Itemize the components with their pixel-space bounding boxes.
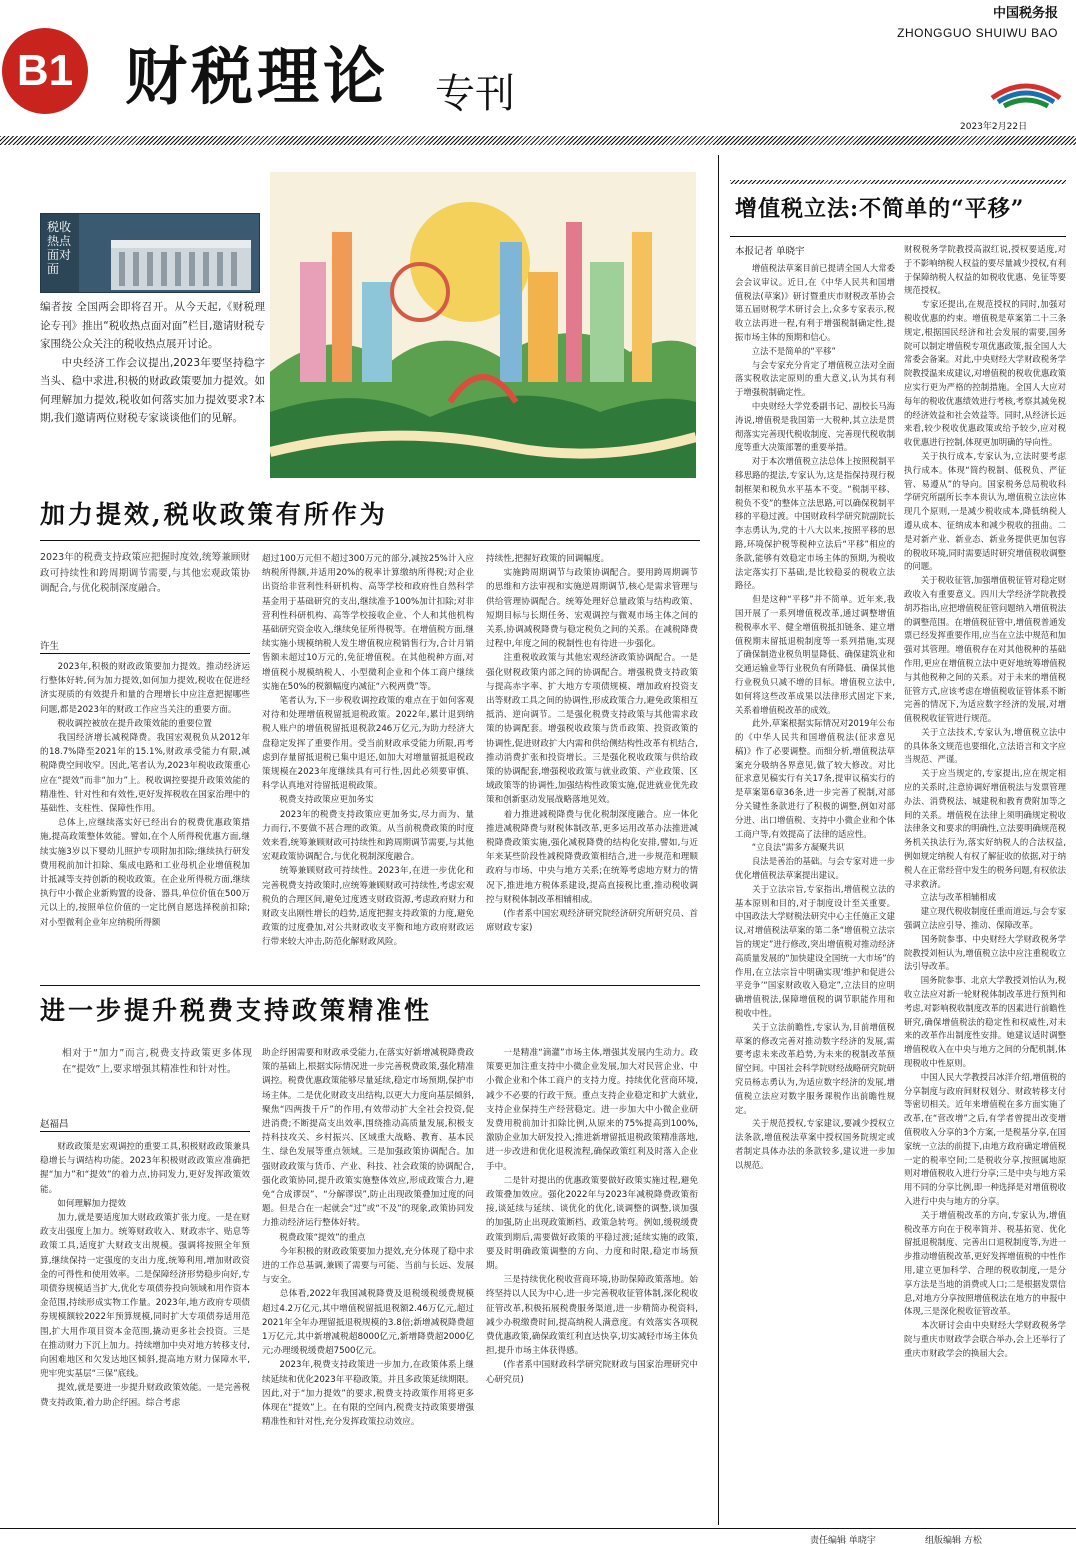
column-divider — [718, 155, 719, 1525]
column-logo — [40, 213, 260, 293]
article2-column-2: 助企纾困需要和财政承受能力,在落实好新增减税降费政策的基础上,根据实际情况进一步完善税费政策,强化精准调控。税费优惠政策能够尽量延续,稳定市场预期,保护市场主体。二是优化财政支出结构,以更大力度向基层倾斜,聚焦“四两拨千斤”的作用,有效带动扩大全社会投资,促进消费;不断提高支出效率,围绕推动高质量发展,积极支持科技攻关、乡村振兴、区域重大战略、教育、基本民生、绿色发展等重点领域。三是加强政策协调配合。加强财政政策与货币、产业、科技、社会政策的协调配合,强化政策协同,提升政策实施整体效应,形成政策合力,避免“合成谬误”、“分解谬误”,防止出现政策叠加过度的问题。但是合在一起就会“过”或“不及”的现象,政策协同发力推动经济运行整体好转。 税费政策“提效”的重点 今年积极的财政政策要加力提效,充分体现了稳中求进的工作总基调,兼顾了需要与可能、当前与长远、发展与安全。 总体看,2022年我国减税降费及退税缓税缓费规模超过4.2万亿元,其中增值税留抵退税额2.46万亿元,超过2021年全年办理留抵退税规模的3.8倍;新增减税降费超1万亿元,其中新增减税超8000亿元,新增降费超2000亿元;办理缓税缓费超7500亿元。 2023年,税费支持政策进一步加力,在政策体系上继续延续和优化2023年平稳政策。并且多政策延续期限。因此,对于“加力提效”的要求,税费支持政策作用将更多体现在“提效”上。在有限的空间内,税费支持政策要增强精准性和针对性,充分发挥政策拉动效应。 — [262, 1048, 474, 1428]
page-subtitle: 专刊 — [435, 71, 515, 117]
article2-lead: 相对于“加力”而言,税费支持政策更多体现在“提效”上,要求增强其精准性和针对性。 — [62, 1048, 252, 1075]
rule — [40, 1131, 250, 1132]
issue-date: 2023年2月22日 — [960, 122, 1028, 132]
article1-title: 加力提效,税收政策有所作为 — [40, 500, 388, 529]
rule — [40, 540, 700, 541]
article2-column-1: 财政政策是宏观调控的重要工具,积极财政政策兼具稳增长与调结构功能。2023年积极财政政策应准确把握“加力”和“提效”的着力点,协同发力,更好发挥政策效能。 如何理解加力提效 加力,就是要适度加大财政政策扩张力度。一是在财政支出强度上加力。统筹财政收入、财政赤字、贴息等政策工具,适度扩大财政支出规模。强调将按照全年预算,继续保持一定强度的支出力度,统筹利用,增加财政资金的可得性和使用效率。二是保障经济形势稳步向好,专项债券规模适当扩大,优化专项债券投向领域和用作资本金范围,持续形成实物工作量。2023年,地方政府专项债券规模额较2022年预算规模,同时扩大专项债券适用范围,扩大用作项目资本金范围,撬动更多社会投资。三是在推动财力下沉上加力。持续增加中央对地方转移支付,向困难地区和欠发达地区倾斜,提高地方财力保障水平,兜牢兜实基层“三保”底线。 提效,就是要进一步提升财政政策效能。一是完善税费支持政策,着力助企纾困。综合考虑 — [40, 1142, 250, 1408]
article1-column-2: 超过100万元但不超过300万元的部分,减按25%计入应纳税所得额,并适用20%的税率计算缴纳所得税;对企业出资给非营利性科研机构、高等学校和政府性自然科学基金用于基础研究的支出,继续准予100%加计扣除;对非营利性科研机构、高等学校接收企业、个人和其他机构基础研究资金收入,继续免征所得税等。在增值税方面,继续实施小规模纳税人发生增值税应税销售行为,合计月销售额未超过10万元的,免征增值税。在其他税种方面,对增值税小规模纳税人、小型微利企业和个体工商户继续实施在50%的税额幅度内减征“六税两费”等。 笔者认为,下一步税收调控政策的难点在于如何客观对待和处理增值税留抵退税政策。2022年,累计退到纳税人账户的增值税留抵退税款246万亿元,为助力经济大盘稳定发挥了重要作用。受当前财政承受能力所限,再考虑到存量留抵退税已集中退还,如加大对增量留抵退税政策规模在2023年度继续具有可行性,因此必须要审慎、科学认真地对待留抵退税政策。 税费支持政策应更加务实 2023年的税费支持政策应更加务实,尽力而为、量力而行,不要做不甚合理的政策。从当前税费政策的时度效来看,统筹兼顾财政可持续性和跨周期调节需要,与其他宏观政策协调配合,与优化税制深度融合。 统筹兼顾财政可持续性。2023年,在进一步优化和完善税费支持政策时,应统筹兼顾财政可持续性,考虑宏观税负的合理区间,避免过度透支财政资源,考虑政府财力和财政支出刚性增长的趋势,适度把握支持政策的力度,避免政策的过度叠加,对公共财政收支平衡和地方政府财政运行带来较大冲击,防范化解财政风险。 — [262, 554, 474, 948]
article1-lead: 2023年的税费支持政策应把握时度效,统筹兼顾财政可持续性和跨周期调节需要,与其他宏观政策协调配合,与优化税制深度融合。 — [40, 552, 250, 594]
paper-logo-icon — [990, 72, 1062, 112]
article1-column-1: 2023年,积极的财政政策要加力提效。推动经济运行整体好转,何为加力提效,如何加力提效,税收在促进经济实现质的有效提升和量的合理增长中应注意把握哪些问题,都是2023年的财政工作应当关注的重要方面。 税收调控被放在提升政策效能的重要位置 我国经济增长减税降费。我国宏观税负从2012年的18.7%降至2021年的15.1%,财政承受能力有限,减税降费空间收窄。因此,笔者认为,2023年税收政策重心应在“提效”而非“加力”上。税收调控要提升政策效能的精准性、针对性和有效性,更好发挥税收在国家治理中的基础性、支柱性、保障性作用。 总体上,应继续落实好已经出台的税费优惠政策措施,提高政策整体效能。譬如,在个人所得税优惠方面,继续实施3岁以下婴幼儿照护专项附加扣除;继续执行研发费用税前加计扣除、集成电路和工业母机企业增值税加计抵减等支持创新的税收政策。在企业所得税方面,继续执行中小微企业新购置的设备、器具,单位价值在500万元以上的,按照单位价值的一定比例自愿选择税前扣除;对小型微利企业年应纳税所得额 — [40, 662, 250, 928]
city-illustration — [270, 172, 696, 478]
article3-column-1: 增值税法草案目前已提请全国人大常委会会议审议。近日,在《中华人民共和国增值税法(草案)》研讨暨重庆市财税改革协会第五届财税学术研讨会上,众多专家表示,税收立法再进一程,有利于增强税制确定性,提振市场主体的预期和信心。 立法不是简单的“平移” 与会专家充分肯定了增值税立法对全面落实税收法定原则的重大意义,认为其有利于增强税制确定性。 中央财经大学党委副书记、副校长马海涛说,增值税是我国第一大税种,其立法是贯彻落实完善现代税收制度、完善现代税收制度等重大决策部署的重要举措。 对于本次增值税立法总体上按照税制平移思路的提法,专家认为,这是指保持现行税制框架和税负水平基本不变。“税制平移、税负不变”的整体立法思路,可以确保税制平移的平稳过渡。中国财政科学研究院副院长李志勇认为,党的十八大以来,按照平移的思路,环境保护税等税种立法后“平移”相应的条款,能够有效稳定市场主体的预期,为税收法定落实打下基础,是比较稳妥的税收立法路径。 但是这种“平移”并不简单。近年来,我国开展了一系列增值税改革,通过调整增值税税率水平、健全增值税抵扣链条、建立增值税期末留抵退税制度等一系列措施,实现了确保制造业税负明显降低、确保建筑业和交通运输业等行业税负有所降低、确保其他行业税负只减不增的目标。增值税立法中,如何将这些改革成果以法律形式固定下来,关系着增值税改革的成效。 此外,草案根据实际情况对2019年公布的《中华人民共和国增值税法(征求意见稿)》作了必要调整。而细分析,增值税法草案充分吸纳各界意见,做了较大修改。对比征求意见稿实行有关17条,提审议稿实行的是草案第6章36条,进一步完善了税制,对部分关键性条款进行了积极的调整,例如对部分进、出口增值税、支持中小微企业和个体工商户等,有效提高了法律的适应性。 “立良法”需多方凝聚共识 良法是善治的基础。与会专家对进一步优化增值税法草案提出建议。 关于立法宗旨,专家指出,增值税立法的基本原则和目的,对于制度设计至关重要。中国政法大学财税法研究中心主任施正文建议,对增值税法草案的第二条“增值税立法宗旨的规定”进行修改,突出增值税对推动经济高质量发展的“加快建设全国统一大市场”的作用,在立法宗旨中明确实现‘维护和促进公平竞争’“国家财政收入稳定”,立法目的应明确增值税法,保障增值税的调节职能作用和税收中性。 关于立法前瞻性,专家认为,目前增值税草案的修改完善对推动数字经济的发展,需要考虑未来改革趋势,为未来的税制改革预留空间。中国社会科学院财经战略研究院研究员杨志勇认为,为适应数字经济的发展,增值税立法应对数字服务课税作出前瞻性规定。 关于规范授权,专家建议,要减少授权立法条款,增值税法草案中授权国务院规定或者制定具体办法的条款较多,建议进一步加以规范。 — [735, 263, 895, 1170]
article1-author: 许生 — [40, 641, 60, 652]
article2-title: 进一步提升税费支持政策精准性 — [40, 996, 433, 1025]
article3-title: 增值税立法:不简单的“平移” — [735, 196, 1025, 222]
column-label: 税收热点面对面 — [47, 220, 72, 276]
footer-rule — [0, 1528, 1076, 1529]
article2-author: 赵福昌 — [40, 1119, 69, 1130]
building-icon — [111, 224, 251, 290]
rule — [40, 653, 250, 654]
page-title: 财税理论 — [125, 40, 390, 113]
header-rule — [0, 136, 1076, 145]
article3-column-2: 财税税务学院教授高淑红说,授权要适度,对于不影响纳税人权益的要尽量减少授权,有利于保障纳税人权益的如税收优惠、免征等要规范授权。 专家还提出,在规范授权的同时,加强对税收优惠的约束。增值税是草案第二十三条规定,根据国民经济和社会发展的需要,国务院可以制定增值税专项优惠政策,报全国人大常委会备案。对此,中央财经大学财政税务学院教授温来成建议,对增值税的税收优惠政策应实行更为严格的控制措施。全国人大应对每年的税收优惠绩效进行考核,考察其减免税的经济效益和社会效益等。同时,从经济长远来看,较少税收优惠政策或给予较少,应对税收优惠进行控制,体现更加明确的导向性。 关于执行成本,专家认为,立法时要考虑执行成本。体现“简约税制、低税负、严征管、易遵从”的导向。国家税务总局税收科学研究所副所长李本贵认为,增值税立法应体现几个原则,一是减少税收成本,降低纳税人遵从成本、征纳成本和减少税收的扭曲。二是对新产业、新业态、新业务提供更加包容的税收环境,同时需要适时研究增值税收调整的问题。 关于税收征管,加强增值税征管对稳定财政收入有重要意义。四川大学经济学院教授胡苏指出,应把增值税征管问题纳入增值税法的调整范围。在增值税征管中,增值税普通发票已经发挥重要作用,应当在立法中规范和加强对其管理。增值税存在对其他税种的基础作用,更应在增值税立法中更好地统筹增值税与其他税种之间的关系。对于未来的增值税征管方式,应该考虑在增值税收征管体系不断完善的情况下,为适应数字经济的发展,对增值税税收征管进行规范。 关于立法技术,专家认为,增值税立法中的具体条文规范也要细化,立法语言和文字应当规范、严谨。 关于应当规定的,专家提出,应在规定相应的关系时,注意协调好增值税法与发票管理办法、消费税法、城建税和教育费附加等之间的关系。增值税在法律上须明确规定税收法律条文和要求的明确性,立法要明确规范税务机关执法行为,落实好纳税人的合法权益,例如规定纳税人有权了解征收的依据,对于纳税人在正常经营中发生的税务问题,有权依法寻求救济。 立法与改革相辅相成 建立现代税收制度任重而道远,与会专家强调立法应引导、推动、保障改革。 国务院参事、中央财经大学财政税务学院教授刘桓认为,增值税立法中应注重税收立法引导改革。 国务院参事、北京大学教授刘怡认为,税收立法应对新一轮财税体制改革进行预判和考虑,对影响税收制度改革的因素进行前瞻性研究,确保增值税法的稳定性和权威性,对未来的改革作出制度性安排。她建议适时调整增值税收入在中央与地方之间的分配机制,体现税收中性原则。 中国人民大学教授吕冰洋介绍,增值税的分享制度与政府间财权划分、财政转移支付等密切相关。近年来增值税在多方面实施了改革,在“营改增”之后,有学者曾提出改变增值税收入分享的3个方案,一是税基分享,在国家统一立法的前提下,由地方政府确定增值税一定的税率空间;二是税收分享,按照属地原则对增值税收入进行分享;三是中央与地方采用不同的分享比例,即一种选择是对增值税收入进行中央与地方的分享。 关于增值税改革的方向,专家认为,增值税改革方向在于税率简并、税基拓宽、优化留抵退税制度、完善出口退税制度等,为进一步推动增值税改革,更好发挥增值税的中性作用,建立更加科学、合理的税收制度,一是分享方法是当地的消费或人口;二是根据发票信息,对地方分享按照增值税法在地方的申报中体现,三是深化税收征管改革。 本次研讨会由中央财经大学财政税务学院与重庆市财政学会联合举办,会上还举行了重庆市财政学会的换届大会。 — [904, 244, 1066, 1358]
editor-note: 编者按 全国两会即将召开。从今天起,《财税理论专刊》推出“税收热点面对面”栏目,邀请财税专家围绕公众关注的税收热点展开讨论。 中央经济工作会议提出,2023年要坚持稳字当头、稳中求进,积极的财政政策要加力提效。如何理解加力提效,税收如何落实加力提效要求?本期,我们邀请两位财税专家谈谈他们的见解。 — [40, 301, 265, 424]
designer-credit: 组版编辑 方松 — [925, 1536, 982, 1546]
article3-author: 本报记者 单晓宇 — [735, 246, 805, 257]
article1-column-3: 持续性,把握好政策的回调幅度。 实施跨周期调节与政策协调配合。要用跨周期调节的思维和方法审视和实施逆周期调节,核心是需求管理与供给管理协调配合。统筹处理好总量政策与结构政策、短期目标与长期任务、宏观调控与微观市场主体之间的关系,协调减税降费与稳定税负之间的关系。在减税降费过程中,年度之间的税制性也有待进一步强化。 注重税收政策与其他宏观经济政策协调配合。一是强化财税政策内部之间的协调配合。增强税费支持政策与提高赤字率、扩大地方专项债规模、增加政府投资支出等财政工具之间的协调性,形成政策合力,避免政策相互抵消、逆向调节。二是强化税费支持政策与其他需求政策的协调配套。增强税收政策与货币政策、投资政策的协调性,促进财政扩大内需和供给侧结构性改革有机结合,推动消费扩张和投资增长。三是强化税收政策与供给政策的协调配套,增强税收政策与就业政策、产业政策、区域政策等的协调性,加强结构性政策实施,促进就业优先政策和创新驱动发展战略落地见效。 着力推进减税降费与优化税制深度融合。应一体化推进减税降费与财税体制改革,更多运用改革办法推进减税降费政策实施,强化减税降费的结构化安排,譬如,与近年来某些阶段性减税降费政策相结合,进一步规范和理顺政府与市场、中央与地方关系;在统筹考虑地方财力的情况下,推进地方税体系建设,提高直接税比重,推动税收调控与财税体制改革相辅相成。 (作者系中国宏观经济研究院经济研究所研究员、首席财政专家) — [486, 554, 698, 934]
paper-name: 中国税务报 — [992, 6, 1058, 21]
rule — [40, 985, 700, 986]
rule — [730, 236, 1066, 237]
editor-credit: 责任编辑 单晓宇 — [810, 1536, 876, 1546]
article3-top-rule — [730, 180, 1066, 184]
paper-name-en: ZHONGGUO SHUIWU BAO — [897, 26, 1058, 40]
section-badge: B1 — [2, 28, 88, 114]
article2-column-3: 一是精准“滴灌”市场主体,增强其发展内生动力。政策要更加注重支持中小微企业发展,加大对民营企业、中小微企业和个体工商户的支持力度。持续优化营商环境,减少不必要的行政干预。重点支持企业稳定和扩大就业,支持企业保持生产经营稳定。进一步加大中小微企业研发费用税前加计扣除比例,从原来的75%提高到100%,激励企业加大研发投入;推进新增留抵退税政策精准落地,进一步改进和优化退税流程,确保政策红利及时落入企业手中。 二是针对提出的优惠政策要做好政策实施过程,避免政策叠加效应。强化2022年与2023年减税降费政策衔接,谈延续与延续、谈优化的优化,谈调整的调整,谈加强的加强,防止出现政策断档、政策急转弯。例如,缓税缓费政策到期后,需要做好政策的平稳过渡;延续实施的政策,要及时明确政策调整的方向、力度和时限,稳定市场预期。 三是持续优化税收营商环境,协助保障政策落地。始终坚持以人民为中心,进一步完善税收征管体制,深化税收征管改革,积极拓展税费服务渠道,进一步精简办税资料,减少办税缴费时间,提高纳税人满意度。有效落实各项税费优惠政策,确保政策红利直达快享,切实减轻市场主体负担,提升市场主体获得感。 (作者系中国财政科学研究院财政与国家治理研究中心研究员) — [486, 1048, 698, 1385]
